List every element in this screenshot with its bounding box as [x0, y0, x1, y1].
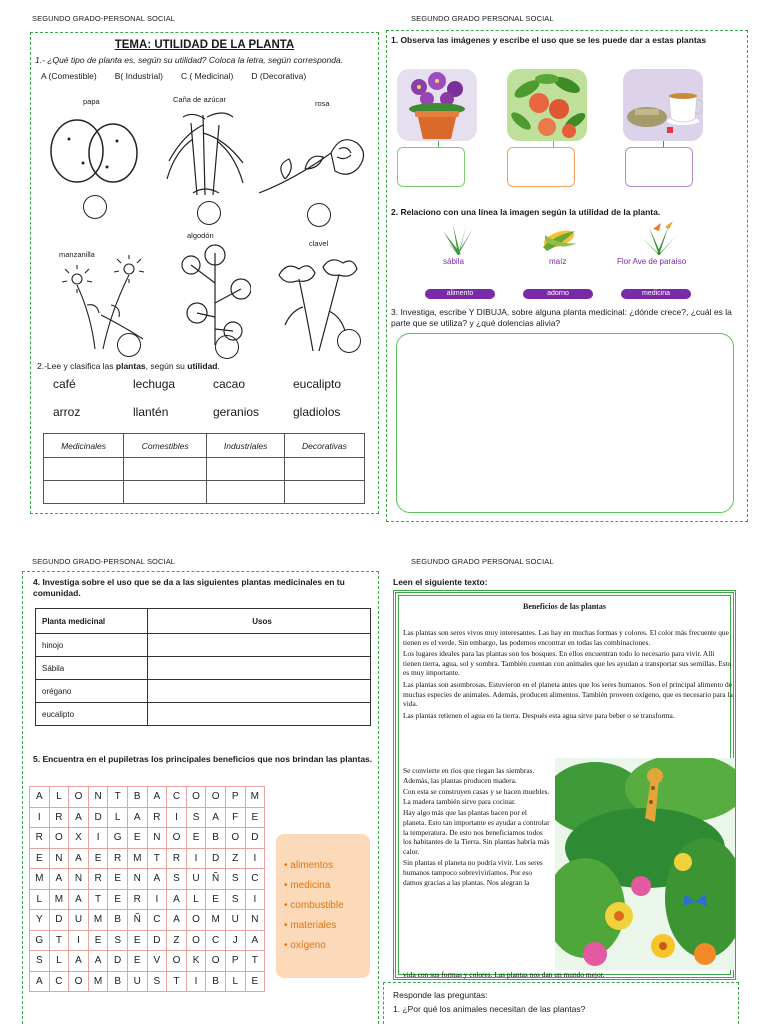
grid-letter[interactable]: M — [206, 910, 226, 931]
paragraph: Las plantas son seres vivos muy interesantes. Las hay en muchas formas y colores. El color más frecuente que tienen es el verde. Sin embargo, las podemos encontrar en todas las combinaciones. — [403, 628, 729, 647]
paragraph: Sin plantas el planeta no podría vivir. Los seres humanos tampoco sobreviviríamos. Por eso damos gracias a las plantas. Nos alegran la — [403, 858, 543, 887]
grid-letter[interactable]: M — [49, 889, 69, 910]
grid-letter[interactable]: T — [245, 951, 265, 972]
word-bank-item: • materiales — [284, 920, 337, 931]
reading-paragraphs-narrow — [403, 766, 551, 887]
reading-last-line: vida con sus formas y colores. Las plantas nos dan un mundo mejor. — [403, 970, 605, 979]
answer-box-3[interactable] — [625, 147, 693, 187]
grid-letter[interactable]: O — [206, 951, 226, 972]
answer-box-1[interactable] — [397, 147, 465, 187]
worksheet-title: TEMA: UTILIDAD DE LA PLANTA — [114, 39, 295, 51]
grid-letter[interactable]: D — [108, 951, 128, 972]
worksheet-panel-medicinales — [22, 571, 379, 1024]
grid-letter[interactable]: C — [167, 787, 187, 808]
table-header-usos: Usos — [148, 609, 371, 634]
answer-circle-algodon[interactable] — [215, 335, 239, 359]
grid-letter[interactable]: R — [88, 869, 108, 890]
grid-letter[interactable]: E — [108, 889, 128, 910]
word-bank-item: • combustible — [284, 900, 344, 911]
grid-letter[interactable]: I — [245, 848, 265, 869]
grid-letter[interactable]: E — [186, 828, 206, 849]
grid-letter[interactable]: L — [108, 807, 128, 828]
word-gladiolos: gladiolos — [293, 405, 341, 419]
grid-letter[interactable]: Ñ — [127, 910, 147, 931]
grid-letter[interactable]: A — [147, 787, 167, 808]
grid-letter[interactable]: I — [245, 889, 265, 910]
grid-letter[interactable]: N — [147, 828, 167, 849]
word-row-2 — [53, 405, 373, 419]
grid-row — [30, 787, 265, 808]
corn-image — [539, 221, 579, 255]
grid-letter[interactable]: I — [30, 807, 50, 828]
grid-letter[interactable]: O — [225, 828, 245, 849]
question-3-investiga: 3. Investiga, escribe Y DIBUJA, sobre alguna planta medicinal: ¿dónde crece?, ¿cuál es la parte que se utiliza? y ¿qué dolencias alivia? — [391, 307, 732, 328]
table-header-industriales: Industriales — [207, 434, 285, 458]
grid-letter[interactable]: S — [167, 869, 187, 890]
reading-text-frame — [393, 590, 736, 980]
table-row: orégano — [36, 680, 371, 703]
worksheet-panel-utilidad — [30, 32, 379, 514]
grid-letter[interactable]: T — [49, 930, 69, 951]
jungle-illustration — [555, 758, 735, 970]
grid-letter[interactable]: D — [88, 807, 108, 828]
grid-letter[interactable]: I — [186, 848, 206, 869]
paragraph: Los lugares ideales para las plantas son los bosques. En ellos encuentran todo lo necesario para vivir. Allí tienen tierra, agua, sol y sombra. También cuentan con animales que les ayudan a transportar sus semillas. Esto es muy importante. — [403, 649, 732, 678]
plant-label-cana: Caña de azúcar — [173, 95, 226, 104]
grid-letter[interactable]: K — [186, 951, 206, 972]
grid-letter[interactable]: C — [245, 869, 265, 890]
grid-letter[interactable]: B — [127, 787, 147, 808]
grid-letter[interactable]: I — [69, 930, 89, 951]
grid-row — [30, 848, 265, 869]
answer-circle-cana[interactable] — [197, 201, 221, 225]
potted-flower-image — [397, 69, 477, 141]
answer-circle-clavel[interactable] — [337, 329, 361, 353]
word-row-1 — [53, 377, 373, 391]
grid-letter[interactable]: M — [127, 848, 147, 869]
sugarcane-drawing — [163, 105, 247, 197]
herbal-tea-image — [623, 69, 703, 141]
grid-letter[interactable]: A — [69, 889, 89, 910]
grid-letter[interactable]: I — [167, 807, 187, 828]
grid-letter[interactable]: N — [127, 869, 147, 890]
answer-circle-rosa[interactable] — [307, 203, 331, 227]
grid-letter[interactable]: R — [108, 848, 128, 869]
grid-letter[interactable]: A — [30, 971, 50, 992]
grid-letter[interactable]: A — [167, 889, 187, 910]
word-llanten: llantén — [133, 405, 169, 419]
header-top-right: SEGUNDO GRADO PERSONAL SOCIAL — [411, 14, 554, 23]
grid-letter[interactable]: X — [69, 828, 89, 849]
reading-instruction: Leen el siguiente texto: — [393, 577, 488, 587]
word-lechuga: lechuga — [133, 377, 176, 391]
answer-panel-border — [383, 982, 739, 1024]
grid-letter[interactable]: L — [30, 889, 50, 910]
answer-circle-papa[interactable] — [83, 195, 107, 219]
grid-letter[interactable]: Z — [167, 930, 187, 951]
grid-letter[interactable]: R — [147, 807, 167, 828]
grid-letter[interactable]: N — [69, 869, 89, 890]
grid-letter[interactable]: A — [30, 787, 50, 808]
option-d: D (Decorativa) — [251, 71, 307, 81]
table-row — [44, 458, 365, 481]
grid-letter[interactable]: R — [127, 889, 147, 910]
grid-letter[interactable]: J — [225, 930, 245, 951]
word-search-grid[interactable] — [29, 786, 265, 992]
table-row: eucalipto — [36, 703, 371, 726]
grid-row — [30, 807, 265, 828]
word-geranios: geranios — [213, 405, 260, 419]
question-1-text: 1.- ¿Qué tipo de planta es, según su utilidad? Coloca la letra, según corresponda. — [35, 55, 344, 65]
grid-letter[interactable]: O — [167, 951, 187, 972]
plant-name-flor-ave: Flor Ave de paraíso — [617, 257, 687, 266]
grid-letter[interactable]: N — [88, 787, 108, 808]
grid-row — [30, 910, 265, 931]
grid-letter[interactable]: Z — [225, 848, 245, 869]
drawing-answer-box[interactable] — [396, 333, 734, 513]
grid-letter[interactable]: A — [69, 951, 89, 972]
grid-letter[interactable]: O — [69, 787, 89, 808]
answer-heading: Responde las preguntas: — [393, 990, 488, 1000]
grid-letter[interactable]: A — [206, 807, 226, 828]
table-row: Sábila — [36, 657, 371, 680]
grid-letter[interactable]: L — [49, 787, 69, 808]
grid-letter[interactable]: U — [225, 910, 245, 931]
plant-label-manzanilla: manzanilla — [59, 250, 95, 259]
potato-drawing — [45, 115, 141, 187]
paragraph: Se convierte en ríos que riegan las siembras. Además, las plantas producen madera. — [403, 766, 535, 785]
grid-row — [30, 930, 265, 951]
option-c: C ( Medicinal) — [180, 71, 234, 81]
grid-letter[interactable]: O — [186, 910, 206, 931]
header-top-left: SEGUNDO GRADO-PERSONAL SOCIAL — [32, 14, 176, 23]
paragraph: Las plantas retienen el agua en la tierra. Después esta agua sirve para beber o se transforma. — [403, 710, 675, 720]
plant-label-clavel: clavel — [309, 239, 329, 248]
question-4-text: 4. Investiga sobre el uso que se da a las siguientes plantas medicinales en tu comunidad. — [33, 577, 345, 598]
word-arroz: arroz — [53, 405, 81, 419]
plant-name-sabila: sábila — [443, 257, 464, 266]
grid-letter[interactable]: G — [30, 930, 50, 951]
grid-letter[interactable]: B — [108, 910, 128, 931]
plant-name-maiz: maíz — [549, 257, 567, 266]
paragraph: Hay algo más que las plantas hacen por el planeta. Esto tan importante es ayudar a controlar la temperatura. De esto nos beneficiamos todos los habitantes de la Tierra. Sin plantas habría más calor. — [403, 808, 550, 856]
grid-row — [30, 828, 265, 849]
grid-letter[interactable]: D — [245, 828, 265, 849]
plant-label-algodon: algodón — [187, 231, 214, 240]
word-bank — [276, 834, 370, 978]
grid-letter[interactable]: A — [167, 910, 187, 931]
grid-letter[interactable]: Ñ — [206, 869, 226, 890]
fruit-tree-image — [507, 69, 587, 141]
word-cafe: café — [53, 377, 76, 391]
grid-letter[interactable]: R — [49, 807, 69, 828]
pill-alimento: alimento — [425, 289, 495, 299]
grid-letter[interactable]: L — [225, 971, 245, 992]
grid-letter[interactable]: O — [186, 787, 206, 808]
word-bank-item: • alimentos — [284, 860, 334, 871]
grid-letter[interactable]: A — [245, 930, 265, 951]
bird-of-paradise-image — [639, 221, 679, 255]
grid-letter[interactable]: D — [206, 848, 226, 869]
question-2-text: 2.-Lee y clasifica las plantas, según su utilidad. — [37, 361, 220, 371]
grid-letter[interactable]: O — [167, 828, 187, 849]
grid-letter[interactable]: I — [88, 828, 108, 849]
option-list — [41, 71, 306, 81]
answer-box-2[interactable] — [507, 147, 575, 187]
grid-letter[interactable]: S — [30, 951, 50, 972]
grid-letter[interactable]: O — [186, 930, 206, 951]
grid-letter[interactable]: U — [69, 910, 89, 931]
answer-circle-manzanilla[interactable] — [117, 333, 141, 357]
paragraph: Con esta se construyen casas y se hacen muebles. La madera también sirve para cocinar. — [403, 787, 550, 806]
grid-letter[interactable]: E — [245, 807, 265, 828]
reading-paragraphs-wide — [403, 628, 733, 720]
grid-letter[interactable]: E — [127, 930, 147, 951]
grid-row — [30, 889, 265, 910]
grid-letter[interactable]: S — [147, 971, 167, 992]
chamomile-drawing — [51, 255, 155, 351]
grid-letter[interactable]: A — [69, 848, 89, 869]
reading-title: Beneficios de las plantas — [523, 602, 606, 611]
grid-letter[interactable]: A — [49, 869, 69, 890]
grid-letter[interactable]: R — [167, 848, 187, 869]
grid-letter[interactable]: S — [108, 930, 128, 951]
grid-letter[interactable]: B — [108, 971, 128, 992]
table-header-planta: Planta medicinal — [36, 609, 148, 634]
grid-letter[interactable]: C — [49, 971, 69, 992]
grid-letter[interactable]: S — [186, 807, 206, 828]
grid-letter[interactable]: I — [147, 889, 167, 910]
word-eucalipto: eucalipto — [293, 377, 342, 391]
grid-letter[interactable]: E — [127, 828, 147, 849]
grid-letter[interactable]: M — [88, 910, 108, 931]
grid-letter[interactable]: P — [225, 787, 245, 808]
grid-letter[interactable]: T — [88, 889, 108, 910]
grid-letter[interactable]: N — [245, 910, 265, 931]
grid-row — [30, 971, 265, 992]
grid-letter[interactable]: G — [108, 828, 128, 849]
grid-letter[interactable]: F — [225, 807, 245, 828]
aloe-plant-image — [441, 221, 475, 255]
grid-letter[interactable]: Y — [30, 910, 50, 931]
option-a: A (Comestible) — [41, 71, 97, 81]
grid-letter[interactable]: T — [167, 971, 187, 992]
grid-letter[interactable]: O — [206, 787, 226, 808]
grid-letter[interactable]: E — [88, 848, 108, 869]
worksheet-panel-observa — [386, 30, 748, 522]
table-row: hinojo — [36, 634, 371, 657]
question-5-text: 5. Encuentra en el pupiletras los principales beneficios que nos brindan las plantas. — [33, 754, 373, 764]
grid-letter[interactable]: T — [147, 848, 167, 869]
word-bank-item: • medicina — [284, 880, 331, 891]
grid-letter[interactable]: O — [69, 971, 89, 992]
pill-adorno: adorno — [523, 289, 593, 299]
table-row — [44, 481, 365, 504]
grid-letter[interactable]: M — [30, 869, 50, 890]
grid-letter[interactable]: I — [186, 971, 206, 992]
option-b: B( Industrial) — [114, 71, 163, 81]
grid-letter[interactable]: E — [206, 889, 226, 910]
header-bottom-right: SEGUNDO GRADO PERSONAL SOCIAL — [411, 557, 554, 566]
grid-letter[interactable]: N — [49, 848, 69, 869]
grid-letter[interactable]: E — [245, 971, 265, 992]
plant-label-rosa: rosa — [315, 99, 330, 108]
medicinal-plants-table — [35, 608, 371, 726]
table-header-medicinales: Medicinales — [44, 434, 124, 458]
grid-letter[interactable]: D — [49, 910, 69, 931]
grid-letter[interactable]: E — [30, 848, 50, 869]
grid-letter[interactable]: A — [88, 951, 108, 972]
rose-drawing — [255, 123, 373, 195]
grid-letter[interactable]: B — [206, 971, 226, 992]
grid-letter[interactable]: S — [225, 889, 245, 910]
grid-letter[interactable]: E — [127, 951, 147, 972]
grid-letter[interactable]: L — [186, 889, 206, 910]
grid-letter[interactable]: C — [206, 930, 226, 951]
table-header-decorativas: Decorativas — [284, 434, 364, 458]
grid-letter[interactable]: C — [147, 910, 167, 931]
classification-table — [43, 433, 365, 504]
grid-letter[interactable]: A — [69, 807, 89, 828]
grid-letter[interactable]: R — [30, 828, 50, 849]
header-bottom-left: SEGUNDO GRADO-PERSONAL SOCIAL — [32, 557, 176, 566]
grid-letter[interactable]: M — [88, 971, 108, 992]
grid-letter[interactable]: P — [225, 951, 245, 972]
grid-letter[interactable]: M — [245, 787, 265, 808]
grid-letter[interactable]: U — [186, 869, 206, 890]
grid-row — [30, 951, 265, 972]
cotton-drawing — [177, 243, 251, 347]
grid-letter[interactable]: U — [127, 971, 147, 992]
grid-letter[interactable]: T — [108, 787, 128, 808]
grid-letter[interactable]: E — [88, 930, 108, 951]
answer-question-1: 1. ¿Por qué los animales necesitan de las plantas? — [393, 1004, 586, 1014]
word-cacao: cacao — [213, 377, 246, 391]
grid-letter[interactable]: D — [147, 930, 167, 951]
grid-letter[interactable]: A — [127, 807, 147, 828]
grid-letter[interactable]: A — [147, 869, 167, 890]
grid-letter[interactable]: B — [206, 828, 226, 849]
paragraph: Las plantas son asombrosas. Estuvieron en el planeta antes que los seres humanos. Son el principal alimento de muchas especies de animales. Además, producen alimentos. También proveen oxígeno, que es necesario para la vida. — [403, 679, 733, 709]
grid-letter[interactable]: O — [49, 828, 69, 849]
grid-letter[interactable]: E — [108, 869, 128, 890]
grid-row — [30, 869, 265, 890]
grid-letter[interactable]: L — [49, 951, 69, 972]
grid-letter[interactable]: V — [147, 951, 167, 972]
question-2-relaciona: 2. Relaciono con una línea la imagen según la utilidad de la planta. — [391, 207, 661, 217]
word-bank-item: • oxígeno — [284, 940, 326, 951]
grid-letter[interactable]: S — [225, 869, 245, 890]
question-1-observa: 1. Observa las imágenes y escribe el uso que se les puede dar a estas plantas — [391, 35, 707, 45]
pill-medicina: medicina — [621, 289, 691, 299]
plant-label-papa: papa — [83, 97, 100, 106]
table-header-comestibles: Comestibles — [124, 434, 207, 458]
